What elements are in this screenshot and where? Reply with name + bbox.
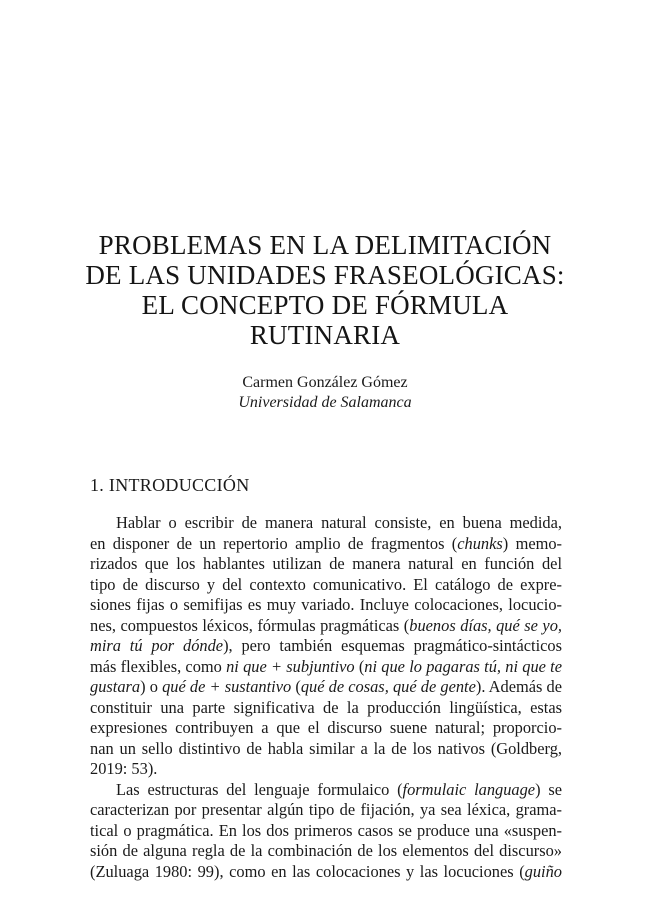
text-run: ). Además de bbox=[475, 677, 563, 696]
italic-text: ni que + subjuntivo bbox=[226, 656, 355, 676]
body-line bbox=[90, 739, 562, 760]
body-line bbox=[90, 841, 562, 862]
title-line: DE LAS UNIDADES FRASEOLÓGICAS: bbox=[85, 260, 565, 290]
body-line bbox=[90, 677, 562, 698]
text-run: ( bbox=[354, 656, 365, 676]
italic-text: gustara bbox=[90, 677, 141, 696]
body-text bbox=[90, 513, 562, 882]
body-line bbox=[90, 513, 562, 534]
title-line: EL CONCEPTO DE FÓRMULA bbox=[141, 290, 509, 320]
title-line: RUTINARIA bbox=[249, 320, 401, 350]
text-run: rizados que los hablantes utilizan de manera natural en función del bbox=[90, 554, 562, 573]
italic-text: guiño bbox=[524, 861, 562, 881]
text-run: siones fijas o semifijas es muy variado. Incluye colocaciones, locucio- bbox=[90, 595, 562, 614]
text-run: constituir una parte significativa de la producción lingüística, estas bbox=[90, 697, 562, 717]
text-run: tipo de discurso y del contexto comunicativo. El catálogo de expre- bbox=[90, 574, 562, 594]
body-line bbox=[90, 759, 562, 780]
italic-text: qué de + sustantivo bbox=[162, 677, 292, 696]
italic-text: buenos días, qué se yo, bbox=[409, 615, 562, 635]
text-run: caracterizan por presentar algún tipo de fijación, ya sea léxica, grama- bbox=[90, 800, 562, 819]
title-line: PROBLEMAS EN LA DELIMITACIÓN bbox=[98, 230, 552, 260]
author-affiliation: Universidad de Salamanca bbox=[238, 394, 412, 411]
text-run: en disponer de un repertorio amplio de fragmentos ( bbox=[90, 533, 458, 553]
italic-text: formulaic language bbox=[402, 779, 536, 799]
text-run: Hablar o escribir de manera natural consiste, en buena medida, bbox=[116, 513, 562, 532]
text-run: Las estructuras del lenguaje formulaico ( bbox=[116, 779, 403, 799]
text-run: nes, compuestos léxicos, fórmulas pragmáticas ( bbox=[90, 615, 410, 635]
italic-text: chunks bbox=[457, 533, 503, 553]
text-run: expresiones contribuyen a que el discurso suene natural; proporcio- bbox=[90, 718, 562, 737]
text-run: ) se bbox=[535, 779, 562, 799]
body-line bbox=[90, 534, 562, 555]
italic-text: qué de cosas, qué de gente bbox=[300, 677, 476, 696]
body-line bbox=[90, 616, 562, 637]
body-line bbox=[90, 821, 562, 842]
body-line bbox=[90, 718, 562, 739]
text-run: ) o bbox=[140, 677, 163, 696]
body-line bbox=[90, 636, 562, 657]
body-line bbox=[90, 780, 562, 801]
body-line bbox=[90, 800, 562, 821]
text-run: sión de alguna regla de la combinación de los elementos del discurso» bbox=[90, 841, 562, 860]
text-run: ) memo- bbox=[502, 533, 563, 553]
italic-text: mira tú por dónde bbox=[90, 636, 224, 655]
body-line bbox=[90, 862, 562, 883]
body-line bbox=[90, 657, 562, 678]
italic-text: ni que lo pagaras tú, ni que te bbox=[364, 656, 562, 676]
text-run: ( bbox=[291, 677, 301, 696]
text-run: 2019: 53). bbox=[90, 759, 158, 778]
author-block bbox=[0, 373, 650, 413]
body-line bbox=[90, 595, 562, 616]
chapter-title bbox=[60, 230, 590, 350]
text-run: tical o pragmática. En los dos primeros casos se produce una «suspen- bbox=[90, 820, 562, 840]
text-run: (Zuluaga 1980: 99), como en las colocaciones y las locuciones ( bbox=[90, 861, 525, 881]
body-line bbox=[90, 554, 562, 575]
text-run: ), pero también esquemas pragmático-sintácticos bbox=[223, 636, 562, 655]
body-line bbox=[90, 575, 562, 596]
author-name: Carmen González Gómez bbox=[242, 374, 408, 391]
text-run: nan un sello distintivo de habla similar a la de los nativos (Goldberg, bbox=[90, 738, 562, 758]
text-run: más flexibles, como bbox=[90, 656, 227, 676]
section-heading: 1. INTRODUCCIÓN bbox=[90, 475, 250, 495]
body-line bbox=[90, 698, 562, 719]
